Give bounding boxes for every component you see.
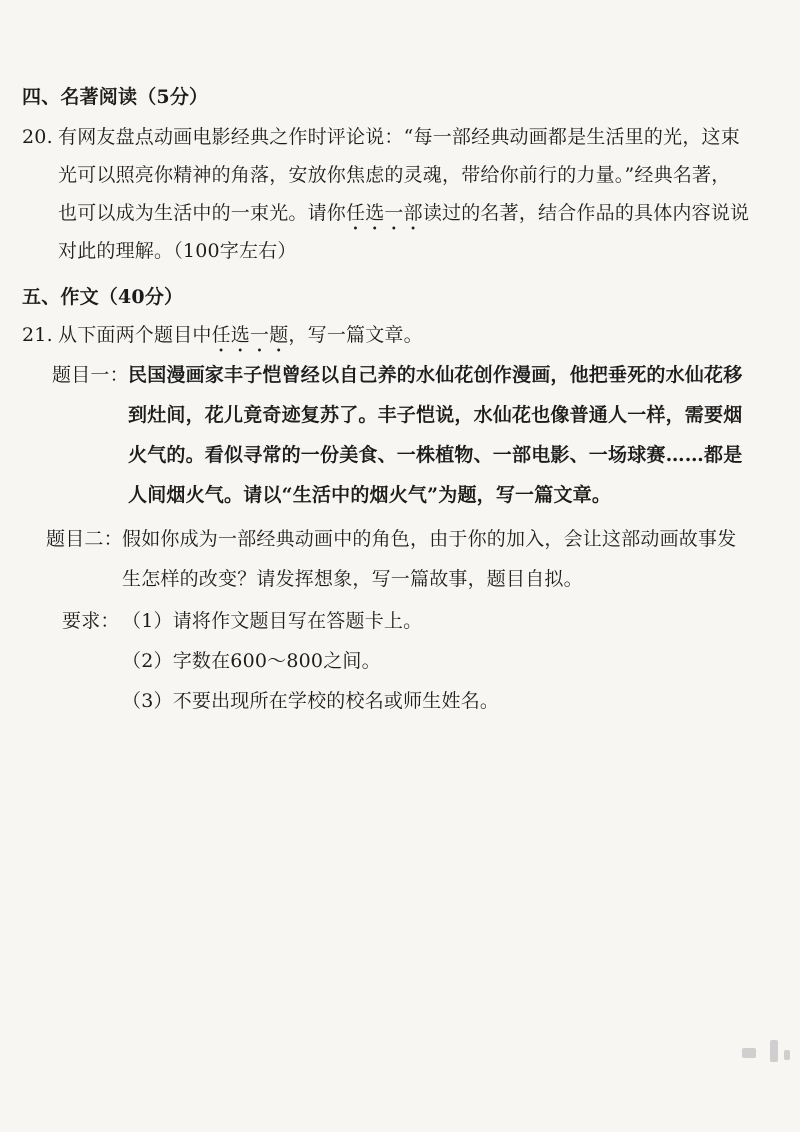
topic2-line-1: 假如你成为一部经典动画中的角色，由于你的加入，会让这部动画故事发 bbox=[122, 528, 737, 550]
q21-intro bbox=[58, 322, 423, 357]
requirement-1: （1）请将作文题目写在答题卡上。 bbox=[122, 610, 423, 632]
q21-number: 21. bbox=[22, 324, 53, 346]
q20-emphasis: 任选一部 bbox=[346, 202, 423, 224]
q20-line-3-post: 读过的名著，结合作品的具体内容说说 bbox=[422, 202, 750, 224]
scan-speck bbox=[742, 1048, 756, 1058]
topic1-line-2: 到灶间，花儿竟奇迹复苏了。丰子恺说，水仙花也像普通人一样，需要烟 bbox=[128, 404, 743, 426]
q20-line-3-pre: 也可以成为生活中的一束光。请你 bbox=[58, 202, 347, 224]
q21-emphasis: 任选一题 bbox=[211, 324, 289, 346]
scan-speck bbox=[784, 1050, 790, 1060]
topic1-line-1: 民国漫画家丰子恺曾经以自己养的水仙花创作漫画，他把垂死的水仙花移 bbox=[128, 364, 743, 386]
requirements-label: 要求： bbox=[62, 610, 120, 632]
q20-line-3 bbox=[58, 200, 749, 235]
q21-intro-post: ，写一篇文章。 bbox=[288, 324, 423, 346]
q20-number: 20. bbox=[22, 126, 53, 148]
requirement-2: （2）字数在600～800之间。 bbox=[122, 650, 381, 672]
topic1-line-3: 火气的。看似寻常的一份美食、一株植物、一部电影、一场球赛……都是 bbox=[128, 444, 743, 466]
q20-line-1: 有网友盘点动画电影经典之作时评论说：“每一部经典动画都是生活里的光，这束 bbox=[58, 126, 740, 148]
q21-intro-pre: 从下面两个题目中 bbox=[58, 324, 212, 346]
scan-speck bbox=[770, 1040, 778, 1062]
requirement-3: （3）不要出现所在学校的校名或师生姓名。 bbox=[122, 690, 500, 712]
section5-heading: 五、作文（40分） bbox=[22, 286, 184, 308]
topic1-line-4: 人间烟火气。请以“生活中的烟火气”为题，写一篇文章。 bbox=[128, 484, 612, 506]
topic1-label: 题目一： bbox=[52, 364, 129, 386]
q20-line-4: 对此的理解。（100字左右） bbox=[58, 240, 297, 262]
topic2-line-2: 生怎样的改变？请发挥想象，写一篇故事，题目自拟。 bbox=[122, 568, 583, 590]
topic2-label: 题目二： bbox=[46, 528, 123, 550]
q20-line-2: 光可以照亮你精神的角落，安放你焦虑的灵魂，带给你前行的力量。”经典名著， bbox=[58, 164, 731, 186]
section4-heading: 四、名著阅读（5分） bbox=[22, 86, 209, 108]
